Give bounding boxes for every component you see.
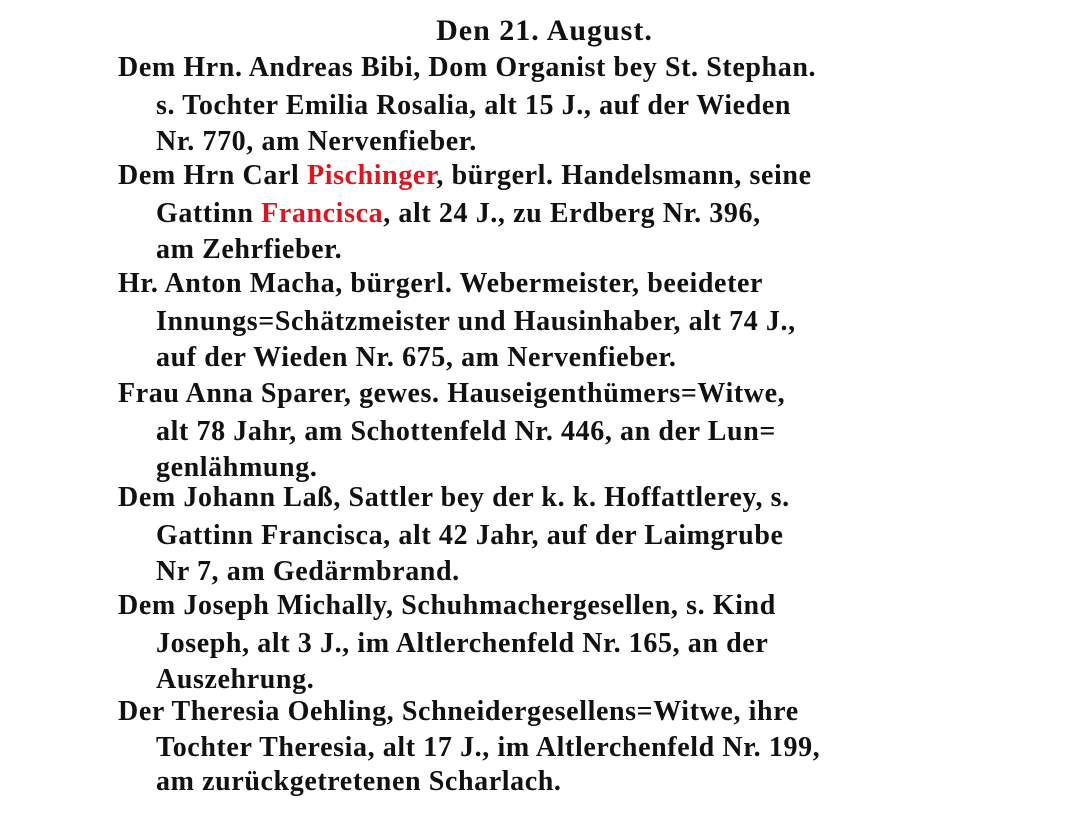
record-line: auf der Wieden Nr. 675, am Nervenfieber.: [156, 342, 677, 373]
record-line: Auszehrung.: [156, 664, 315, 695]
record-line: am zurückgetretenen Scharlach.: [156, 766, 562, 797]
record-line: genlähmung.: [156, 452, 318, 483]
record-line: Frau Anna Sparer, gewes. Hauseigenthümers=Witwe,: [118, 378, 786, 409]
record-line: Dem Hrn. Andreas Bibi, Dom Organist bey St. Stephan.: [118, 52, 817, 83]
record-line: Innungs=Schätzmeister und Hausinhaber, alt 74 J.,: [156, 306, 796, 337]
record-line: Tochter Theresia, alt 17 J., im Altlerchenfeld Nr. 199,: [156, 732, 821, 763]
record-line: alt 78 Jahr, am Schottenfeld Nr. 446, an der Lun=: [156, 416, 776, 447]
record-line: Der Theresia Oehling, Schneidergesellens=Witwe, ihre: [118, 696, 799, 727]
highlighted-surname: Pischinger: [306, 160, 437, 191]
record-line: Nr 7, am Gedärmbrand.: [156, 556, 460, 587]
record-line: [118, 160, 812, 192]
record-line: Joseph, alt 3 J., im Altlerchenfeld Nr. 165, an der: [156, 628, 769, 659]
record-line: [156, 198, 761, 230]
record-line: Gattinn Francisca, alt 42 Jahr, auf der Laimgrube: [156, 520, 784, 551]
record-text: Dem Hrn Carl: [118, 160, 307, 191]
highlighted-given-name: Francisca: [261, 198, 384, 229]
record-line: am Zehrfieber.: [156, 234, 343, 265]
record-line: Nr. 770, am Nervenfieber.: [156, 126, 477, 157]
record-text: , alt 24 J., zu Erdberg Nr. 396,: [383, 198, 761, 229]
record-line: s. Tochter Emilia Rosalia, alt 15 J., auf der Wieden: [156, 90, 792, 121]
record-text: , bürgerl. Handelsmann, seine: [436, 160, 812, 191]
record-line: Dem Joseph Michally, Schuhmachergesellen, s. Kind: [118, 590, 776, 621]
record-line: Dem Johann Laß, Sattler bey der k. k. Hoffattlerey, s.: [118, 482, 790, 513]
record-line: Hr. Anton Macha, bürgerl. Webermeister, beeideter: [118, 268, 764, 299]
date-header: Den 21. August.: [436, 14, 653, 47]
record-text: Gattinn: [156, 198, 262, 229]
